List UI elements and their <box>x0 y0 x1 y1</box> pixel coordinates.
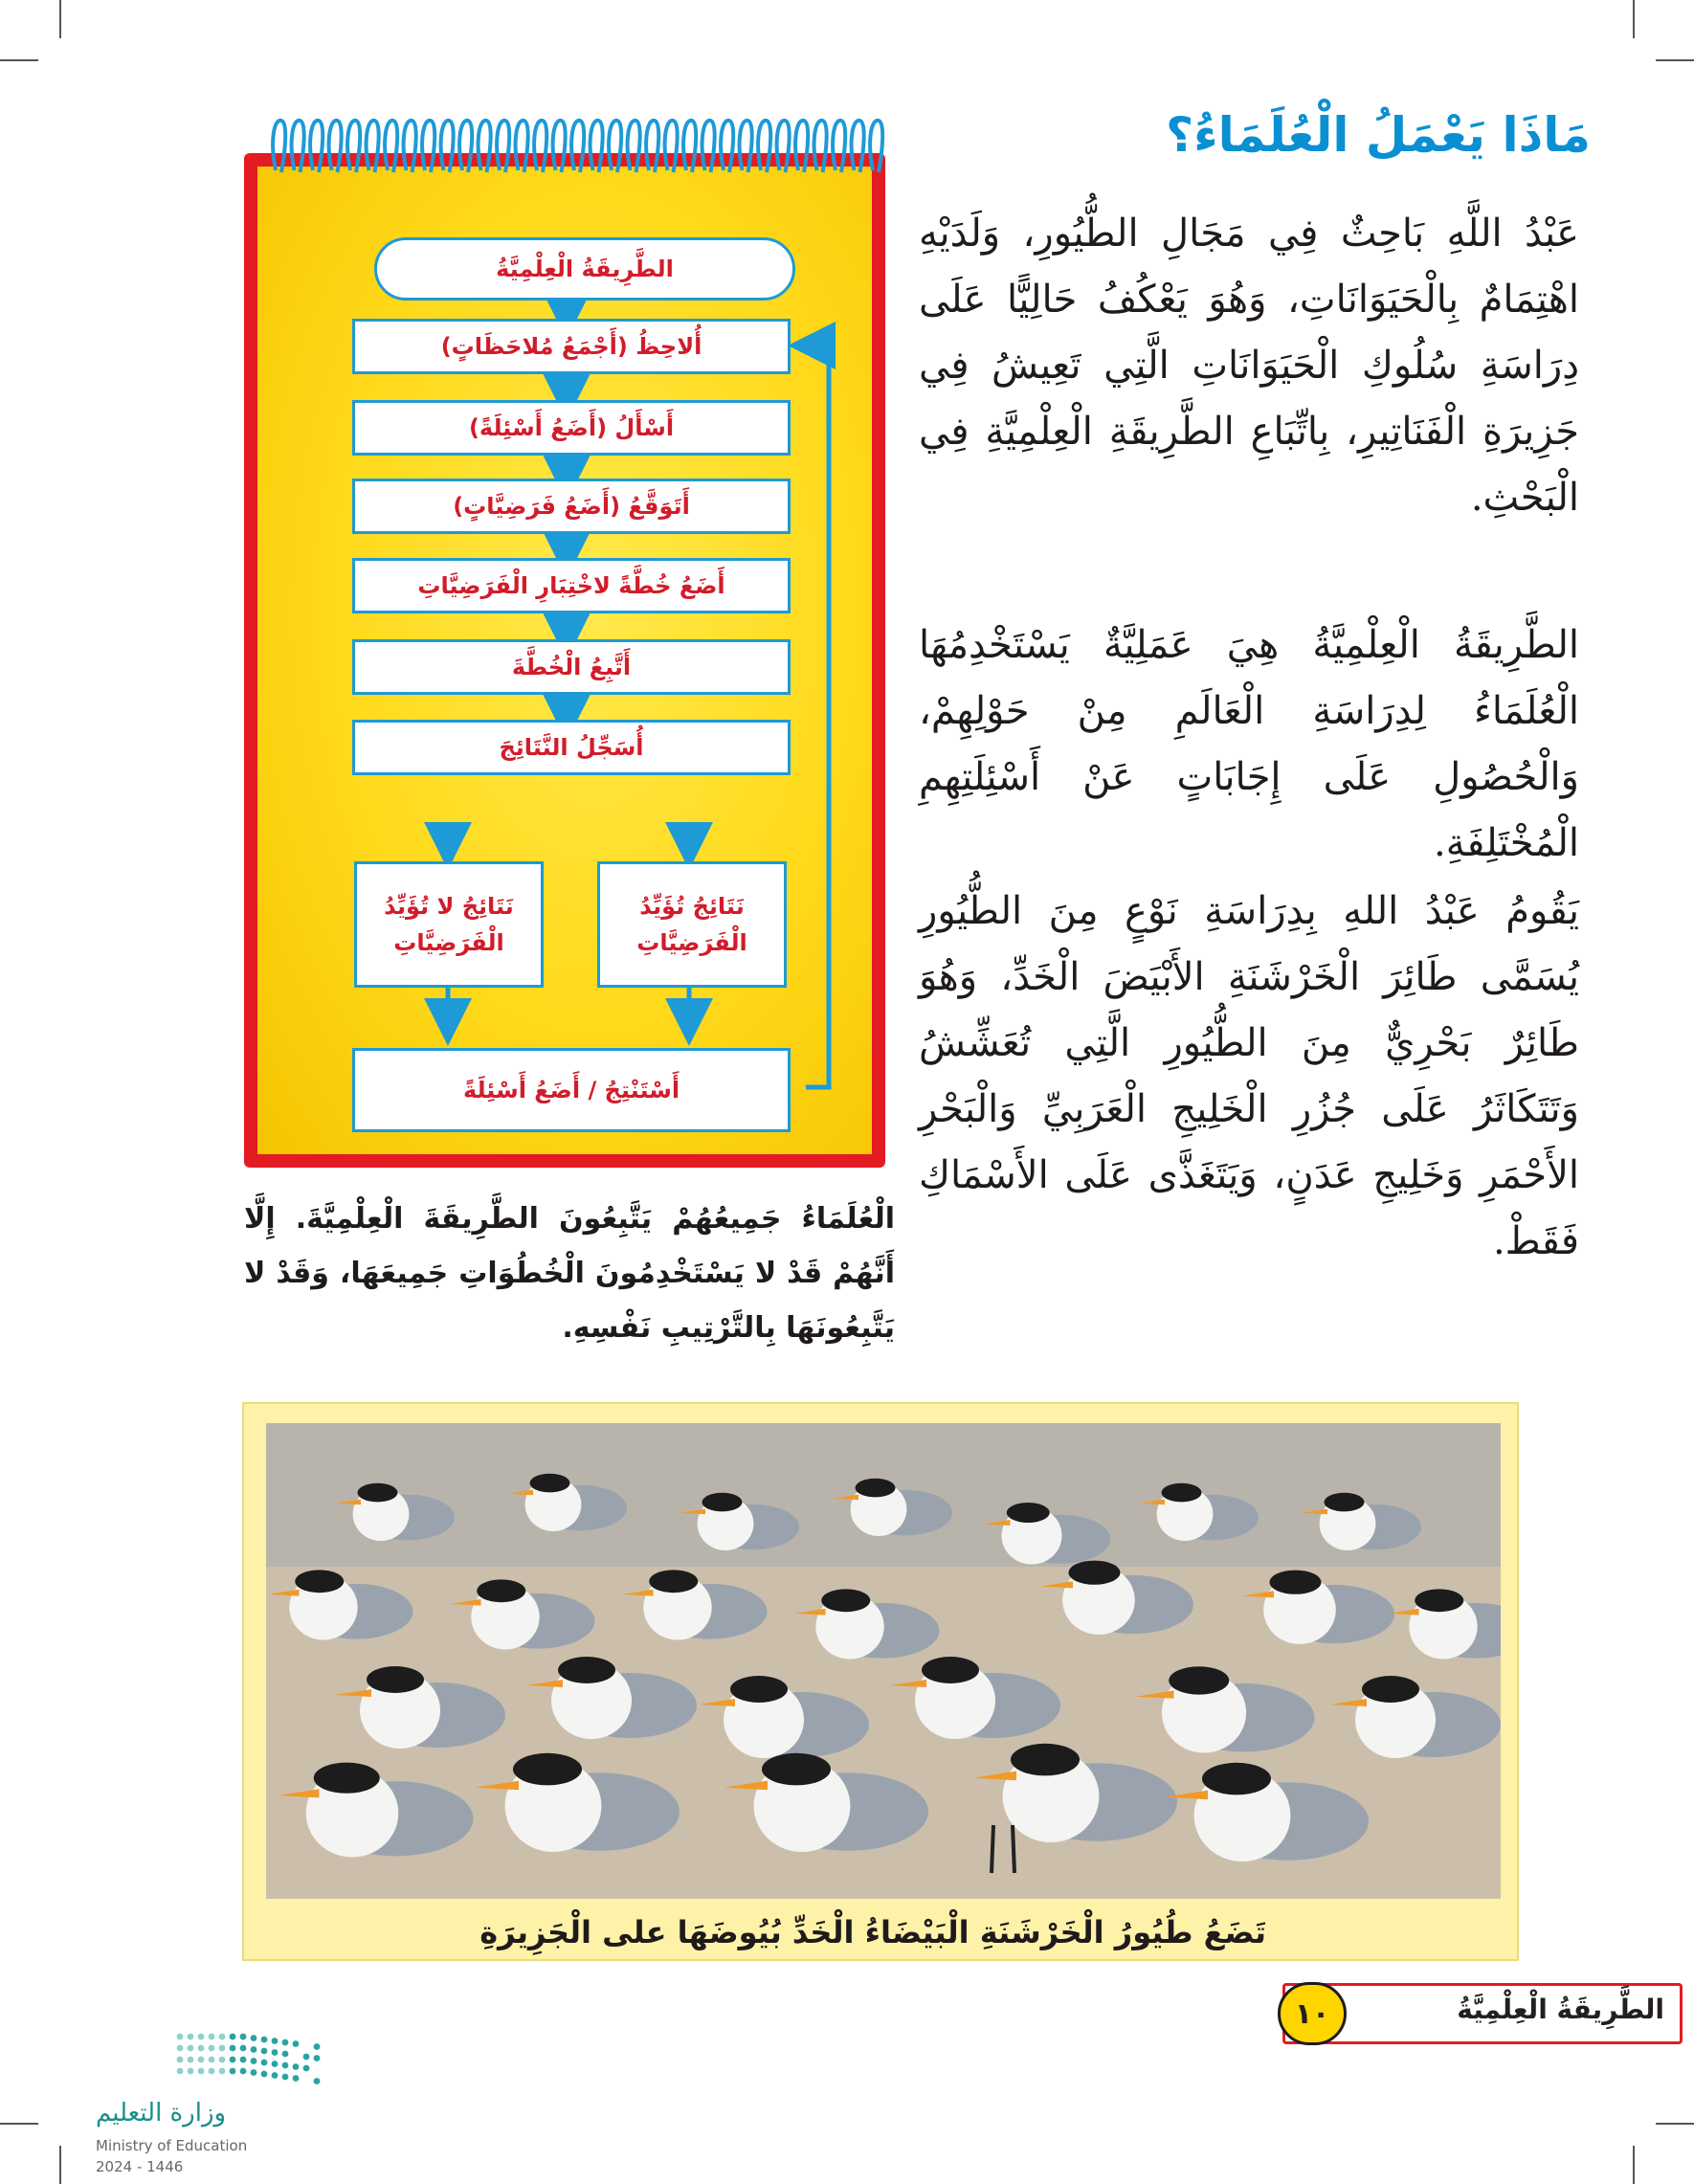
spiral-coil <box>852 121 864 172</box>
spiral-coil <box>740 121 752 172</box>
crop-mark <box>1633 0 1635 38</box>
tern-birds-illustration <box>266 1423 1501 1899</box>
flow-step-predict: أَتَوَقَّعُ (أَضَعُ فَرَضِيَّاتٍ) <box>352 479 791 534</box>
spiral-coil <box>479 121 491 172</box>
spiral-coil <box>777 121 790 172</box>
flow-branch-not-support: نَتَائِجُ لا تُؤَيِّدُ الْفَرَضِيَّاتِ <box>354 861 544 988</box>
flow-step-record: أُسَجِّلُ النَّتَائِجَ <box>352 720 791 775</box>
paragraph-definition: الطَّرِيقَةُ الْعِلْمِيَّةُ هِيَ عَمَلِيَّةٌ يَسْتَخْدِمُهَا الْعُلَمَاءُ لِدِرَاسَةِ الْعَالَمِ مِنْ حَوْلِهِمْ، وَالْحُصُولِ عَلَى إِجَابَاتٍ عَنْ أَسْئِلَتِهِمِ الْمُخْتَلِفَةِ. <box>919 623 1579 865</box>
spiral-coil <box>385 121 397 172</box>
page-footer <box>1282 1983 1683 2044</box>
spiral-coil <box>404 121 416 172</box>
spiral-coil <box>497 121 509 172</box>
spiral-coil <box>702 121 715 172</box>
spiral-coil <box>721 121 733 172</box>
flow-step-ask: أَسْأَلُ (أَضَعُ أَسْئِلَةً) <box>352 400 791 456</box>
flowchart-title: الطَّرِيقَةُ الْعِلْمِيَّةُ <box>374 237 795 301</box>
spiral-coil <box>571 121 584 172</box>
ministry-name-ar: وزارة التعليم <box>96 2099 227 2128</box>
spiral-coil <box>292 121 304 172</box>
spiral-coil <box>628 121 640 172</box>
spiral-coil <box>870 121 882 172</box>
notebook-spiral-icon <box>268 113 900 184</box>
crop-mark <box>0 2123 38 2125</box>
spiral-coil <box>273 121 285 172</box>
spiral-coil <box>833 121 845 172</box>
paragraph-bird: يَقُومُ عَبْدُ اللهِ بِدِرَاسَةِ نَوْعٍ مِنَ الطُّيُورِ يُسَمَّى طَائِرَ الْخَرْشَنَةِ الأَبْيَضَ الْخَدِّ، وَهُوَ طَائِرٌ بَحْرِيٌّ مِنَ الطُّيُورِ الَّتِي تُعَشِّشُ وَتَتَكَاثَرُ عَلَى جُزُرِ الْخَلِيجِ الْعَرَبِيِّ وَالْبَحْرِ الأَحْمَرِ وَخَلِيجِ عَدَنٍ، وَيَتَغَذَّى عَلَى الأَسْمَاكِ فَقَطْ. <box>919 889 1579 1263</box>
crop-mark <box>1656 59 1694 61</box>
spiral-coil <box>367 121 379 172</box>
spiral-coil <box>553 121 566 172</box>
spiral-coil <box>441 121 454 172</box>
photo-caption: تَضَعُ طُيُورُ الْخَرْشَنَةِ الْبَيْضَاءُ الْخَدِّ بُيُوضَهَا على الْجَزِيرَةِ <box>479 1914 1266 1950</box>
flow-branch-support: نَتَائِجُ تُؤَيِّدُ الْفَرَضِيَّاتِ <box>597 861 787 988</box>
edition-year: 2024 - 1446 <box>96 2158 184 2175</box>
footer-chapter-label: الطَّرِيقَةُ الْعِلْمِيَّةُ <box>1457 1994 1664 2025</box>
flowchart-note: الْعُلَمَاءُ جَمِيعُهُمْ يَتَّبِعُونَ الطَّرِيقَةَ الْعِلْمِيَّةَ. إِلَّا أَنَّهُمْ قَدْ لا يَسْتَخْدِمُونَ الْخُطُوَاتِ جَمِيعَهَا، وَقَدْ لا يَتَّبِعُونَهَا بِالتَّرْتِيبِ نَفْسِهِ. <box>244 1202 895 1345</box>
section-title: مَاذَا يَعْمَلُ الْعُلَمَاءُ؟ <box>1166 107 1591 163</box>
flow-step-plan: أَضَعُ خُطَّةً لاخْتِبَارِ الْفَرَضِيَّاتِ <box>352 558 791 613</box>
spiral-coil <box>347 121 360 172</box>
spiral-coil <box>609 121 621 172</box>
spiral-coil <box>665 121 678 172</box>
spiral-coil <box>534 121 546 172</box>
ministry-logo-icon <box>172 2029 335 2084</box>
crop-mark <box>59 0 61 38</box>
page-number: ١٠ <box>1278 1982 1347 2045</box>
flow-step-follow: أَتَّبِعُ الْخُطَّةَ <box>352 639 791 695</box>
crop-mark <box>59 2146 61 2184</box>
paragraph-intro: عَبْدُ اللَّهِ بَاحِثٌ فِي مَجَالِ الطُّيُورِ، وَلَدَيْهِ اهْتِمَامٌ بِالْحَيَوَانَاتِ، وَهُوَ يَعْكُفُ حَالِيًّا عَلَى دِرَاسَةِ سُلُوكِ الْحَيَوَانَاتِ الَّتِي تَعِيشُ فِي جَزِيرَةِ الْفَنَاتِيرِ، بِاتِّبَاعِ الطَّرِيقَةِ الْعِلْمِيَّةِ فِي الْبَحْثِ. <box>919 212 1579 520</box>
flow-step-conclude: أَسْتَنْتِجُ / أَضَعُ أَسْئِلَةً <box>352 1048 791 1132</box>
ministry-name-en: Ministry of Education <box>96 2137 248 2154</box>
spiral-coil <box>516 121 528 172</box>
tern-colony-photo <box>266 1423 1501 1899</box>
spiral-coil <box>459 121 472 172</box>
spiral-coil <box>591 121 603 172</box>
spiral-coil <box>310 121 323 172</box>
spiral-coil <box>646 121 658 172</box>
spiral-coil <box>795 121 808 172</box>
crop-mark <box>1633 2146 1635 2184</box>
flow-step-observe: أُلاحِظُ (أَجْمَعُ مُلاحَظَاتٍ) <box>352 319 791 374</box>
crop-mark <box>0 59 38 61</box>
spiral-coil <box>422 121 435 172</box>
spiral-coil <box>758 121 770 172</box>
spiral-coil <box>329 121 342 172</box>
crop-mark <box>1656 2123 1694 2125</box>
spiral-coil <box>814 121 827 172</box>
spiral-coil <box>683 121 696 172</box>
